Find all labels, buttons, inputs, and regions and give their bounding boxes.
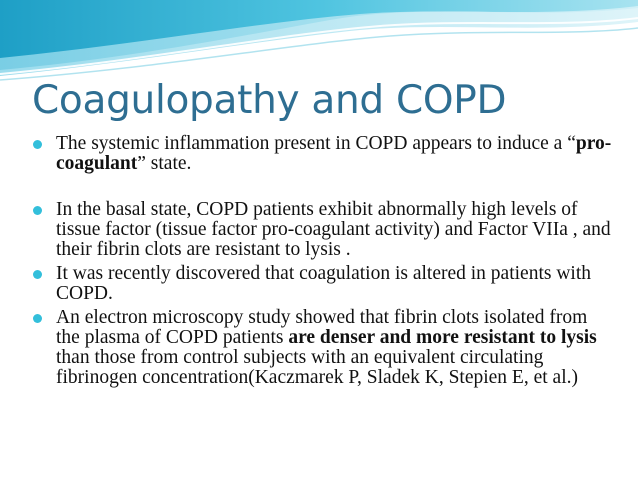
bullet-dot-icon (33, 270, 42, 279)
bullet-item (30, 134, 615, 174)
bullet-dot-icon (33, 314, 42, 323)
bullet-item (30, 200, 615, 260)
bullet-bold-text: are denser and more resistant to lysis (288, 327, 597, 348)
bullet-text: In the basal state, COPD patients exhibit abnormally high levels of tissue factor (tissue factor pro-coagulant activity) and Factor VIIa , and their fibrin clots are resistant to lysis . (56, 199, 611, 260)
bullet-list (30, 134, 615, 388)
bullet-text: than those from control subjects with an equivalent circulating fibrinogen concentration(Kaczmarek P, Sladek K, Stepien E, et al.) (56, 347, 578, 388)
header-wave-decoration (0, 0, 638, 90)
bullet-text: It was recently discovered that coagulation is altered in patients with COPD. (56, 263, 591, 304)
bullet-bold-text: pro-coagulant (56, 133, 612, 174)
bullet-item (30, 264, 615, 304)
slide-title: Coagulopathy and COPD (32, 78, 507, 123)
bullet-dot-icon (33, 206, 42, 215)
bullet-text: An electron microscopy study showed that fibrin clots isolated from the plasma of COPD patients (56, 307, 588, 348)
bullet-item (30, 308, 615, 388)
bullet-text: The systemic inflammation present in COPD appears to induce a “ (56, 133, 576, 154)
bullet-text: ” state. (137, 153, 192, 174)
bullet-dot-icon (33, 140, 42, 149)
